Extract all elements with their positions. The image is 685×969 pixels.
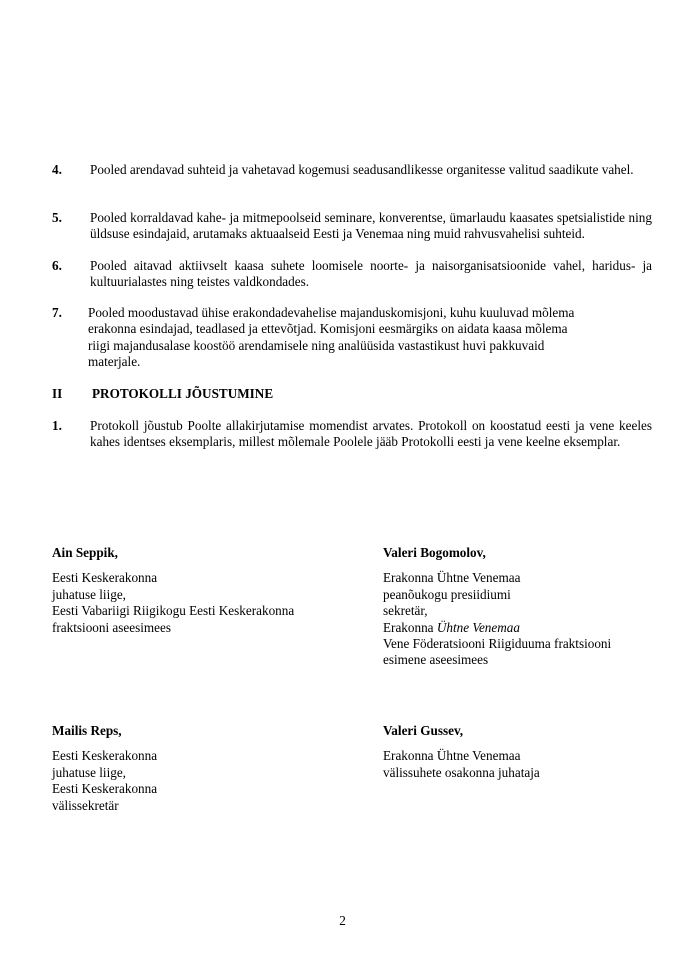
item-number: 4. [52,162,62,177]
list-item-4 [52,162,652,178]
item-number: 1. [52,418,62,433]
signatory-title-line: Vene Föderatsiooni Riigiduuma fraktsiooni [383,636,612,652]
signatory-block [383,723,540,781]
item-text-line: riigi majandusalase koostöö arendamisele ning analüüsida vastastikust huvi pakkuvaid [88,337,545,353]
item-text-line: Pooled moodustavad ühise erakondadevahelise majanduskomisjoni, kuhu kuuluvad mõlema [88,305,575,320]
item-number: 5. [52,210,62,225]
list-item-6 [52,258,652,291]
signatory-block [52,545,294,636]
signatory-title-line: juhatuse liige, [52,764,126,780]
signatory-title-line: Eesti Keskerakonna [52,748,158,764]
signatory-name: Valeri Gussev, [383,723,464,738]
signatory-title-line [383,620,611,636]
party-name-italic: Ühtne Venemaa [436,619,520,635]
signatory-title-line: Eesti Keskerakonna [52,781,158,797]
item-text: Pooled aitavad aktiivselt kaasa suhete loomisele noorte- ja naisorganisatsioonide vahel, haridus- ja kultuurialastes ning teistes valdkondades. [90,258,652,290]
signatory-name: Valeri Bogomolov, [383,545,486,560]
page-number: 2 [339,913,346,928]
item-number: 6. [52,258,62,273]
signatory-title-line: fraktsiooni aseesimees [52,619,172,635]
item-text-line: erakonna esindajad, teadlased ja ettevõtjad. Komisjoni eesmärgiks on aidata kaasa mõlema [88,321,568,337]
list-item-5 [52,210,652,243]
section-title: PROTOKOLLI JÕUSTUMINE [92,386,274,401]
section-item-1 [52,418,652,451]
signatory-title-line: välissekretär [52,797,119,813]
signatory-name: Ain Seppik, [52,545,118,560]
signatory-block [383,545,611,669]
item-text [88,305,652,371]
signatory-title-line: välissuhete osakonna juhataja [383,764,540,780]
party-prefix: Erakonna [383,619,437,635]
item-text: Protokoll jõustub Poolte allakirjutamise momendist arvates. Protokoll on koostatud eesti ja vene keeles kahes identses eksemplaris, millest mõlemale Poolele jääb Protokolli eesti ja vene keelne eksemplar. [90,418,652,450]
signatory-title-line: peanõukogu presiidiumi [383,586,511,602]
signatory-name: Mailis Reps, [52,723,122,738]
signatory-title-line: Erakonna Ühtne Venemaa [383,748,521,764]
item-text-line: materjale. [88,354,141,370]
signatory-title-line: Eesti Keskerakonna [52,570,158,586]
item-text: Pooled korraldavad kahe- ja mitmepoolseid seminare, konverentse, ümarlaudu kaasates spetsialistide ning üldsuse esindajaid, arutamaks aktuaalseid Eesti ja Venemaa ning muid rahvusvahelisi suhteid. [90,210,652,242]
signatory-title-line: Erakonna Ühtne Venemaa [383,570,521,586]
list-item-7 [52,305,652,371]
item-number: 7. [52,305,62,320]
signatory-title-line: Eesti Vabariigi Riigikogu Eesti Keskerakonna [52,603,295,619]
signatory-title-line: esimene aseesimees [383,652,489,668]
section-number: II [52,386,63,401]
signatory-title-line: juhatuse liige, [52,586,126,602]
item-text: Pooled arendavad suhteid ja vahetavad kogemusi seadusandlikesse organitesse valitud saadikute vahel. [90,162,634,177]
signatory-title-line: sekretär, [383,603,428,619]
signatory-block [52,723,157,814]
